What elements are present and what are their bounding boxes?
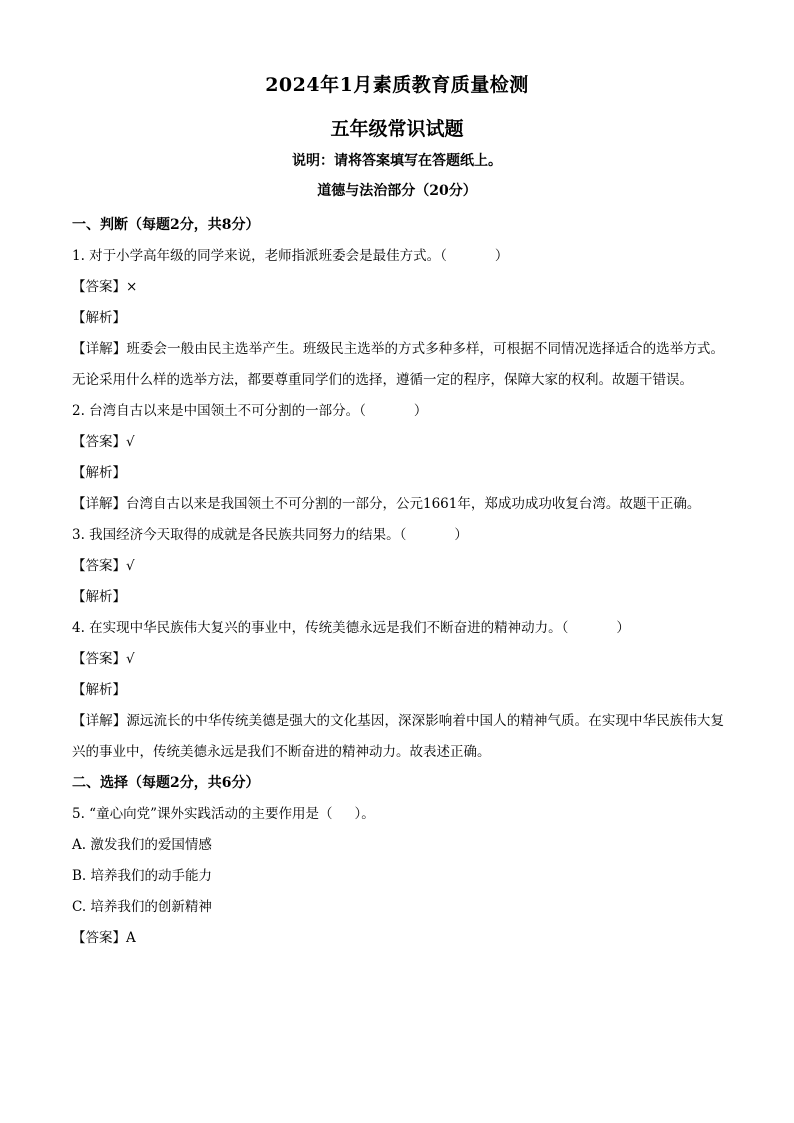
question-3-analysis: 【解析】 [72,589,126,605]
question-4-answer [72,644,724,675]
question-2 [72,396,724,427]
question-3-answer [72,551,724,582]
question-2-close: ） [413,403,428,419]
question-5-answer [72,923,724,954]
question-4-stem: 4. 在实现中华民族伟大复兴的事业中，传统美德永远是我们不断奋进的精神动力。（ [72,620,569,636]
question-2-detail: 【详解】台湾自古以来是我国领土不可分割的一部分，公元1661年，郑成功成功收复台湾。故题干正确。 [72,496,701,512]
question-4-detail: 【详解】源远流长的中华传统美德是强大的文化基因，深深影响着中国人的精神气质。在实现中华民族伟大复兴的事业中，传统美德永远是我们不断奋进的精神动力。故表述正确。 [72,713,724,760]
question-4-close: ） [616,620,630,636]
option-c: C. 培养我们的创新精神 [72,899,212,915]
section-heading-choice: 二、选择（每题2分，共6分） [72,775,260,791]
instruction-note: 说明：请将答案填写在答题纸上。 [292,153,502,169]
question-2-answer [72,427,724,458]
question-5-close: ）。 [354,806,375,822]
question-1-stem: 1. 对于小学高年级的同学来说，老师指派班委会是最佳方式。（ [72,248,447,264]
answer-value: √ [126,558,135,574]
question-1 [72,241,724,272]
answer-label: 【答案】 [72,434,126,450]
section-heading-judgement: 一、判断（每题2分，共8分） [72,217,260,233]
answer-label: 【答案】 [72,279,126,295]
question-5-stem: 5. “童心向党”课外实践活动的主要作用是（ [72,806,333,822]
question-list [72,210,724,954]
answer-label: 【答案】 [72,558,126,574]
answer-value: √ [126,651,135,667]
question-1-close: ） [494,248,509,264]
question-3-close: ） [454,527,468,543]
question-1-analysis: 【解析】 [72,310,126,326]
question-5 [72,799,724,830]
option-a: A. 激发我们的爱国情感 [72,837,212,853]
exam-title: 2024年1月素质教育质量检测 [265,74,529,96]
question-3 [72,520,724,551]
question-2-analysis: 【解析】 [72,465,126,481]
question-2-stem: 2. 台湾自古以来是中国领土不可分割的一部分。（ [72,403,366,419]
part-heading: 道德与法治部分（20分） [317,183,477,199]
answer-value: √ [126,434,135,450]
option-b: B. 培养我们的动手能力 [72,868,213,884]
question-1-detail: 【详解】班委会一般由民主选举产生。班级民主选举的方式多种多样，可根据不同情况选择适合的选举方式。无论采用什么样的选举方法，都要尊重同学们的选择，遵循一定的程序，保障大家的权利。故题干错误。 [72,341,724,388]
answer-value: A [126,930,136,946]
question-3-stem: 3. 我国经济今天取得的成就是各民族共同努力的结果。（ [72,527,407,543]
answer-value: × [126,279,138,295]
exam-subtitle: 五年级常识试题 [330,118,464,140]
answer-label: 【答案】 [72,930,126,946]
question-4-analysis: 【解析】 [72,682,126,698]
question-1-answer [72,272,724,303]
question-4 [72,613,724,644]
answer-label: 【答案】 [72,651,126,667]
